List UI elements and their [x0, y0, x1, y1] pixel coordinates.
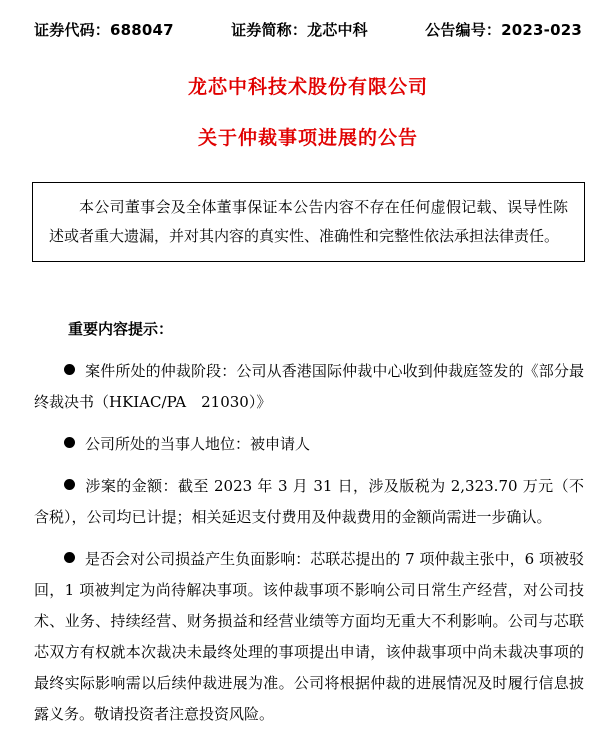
- key-points-list: [34, 356, 584, 741]
- stock-code: 证券代码：688047: [34, 20, 174, 39]
- bullet-icon: [64, 437, 75, 448]
- announcement-number: 公告编号：2023-023: [425, 20, 582, 39]
- list-item: [34, 471, 584, 533]
- disclaimer-text: 本公司董事会及全体董事保证本公告内容不存在任何虚假记载、误导性陈述或者重大遗漏，并对其内容的真实性、准确性和完整性依法承担法律责任。: [49, 198, 568, 245]
- key-points-heading: 重要内容提示：: [68, 320, 174, 338]
- list-item-text: 案件所处的仲裁阶段：公司从香港国际仲裁中心收到仲裁庭签发的《部分最终裁决书（HKIAC/PA 21030）》: [34, 362, 584, 411]
- list-item: [34, 356, 584, 418]
- bullet-icon: [64, 552, 75, 563]
- bullet-icon: [64, 479, 75, 490]
- list-item-text: 是否会对公司损益产生负面影响：芯联芯提出的 7 项仲裁主张中，6 项被驳回，1 项被判定为尚待解决事项。该仲裁事项不影响公司日常生产经营，对公司技术、业务、持续经营、财务损益和经营业绩等方面均无重大不利影响。公司与芯联芯双方有权就本次裁决未最终处理的事项提出申请，该仲裁事项中尚未裁决事项的最终实际影响需以后续仲裁进展为准。公司将根据仲裁的进展情况及时履行信息披露义务。敬请投资者注意投资风险。: [34, 550, 584, 723]
- list-item: [34, 544, 584, 730]
- document-header: [34, 18, 582, 40]
- page-title: 关于仲裁事项进展的公告: [197, 127, 418, 149]
- disclaimer-box: [32, 182, 585, 262]
- bullet-icon: [64, 364, 75, 375]
- list-item-text: 公司所处的当事人地位：被申请人: [85, 435, 311, 453]
- stock-name: 证券简称：龙芯中科: [231, 20, 368, 39]
- list-item-text: 涉案的金额：截至 2023 年 3 月 31 日，涉及版税为 2,323.70 万元（不含税），公司均已计提；相关延迟支付费用及仲裁费用的金额尚需进一步确认。: [34, 477, 584, 526]
- list-item: [34, 429, 584, 460]
- company-name: 龙芯中科技术股份有限公司: [187, 76, 428, 98]
